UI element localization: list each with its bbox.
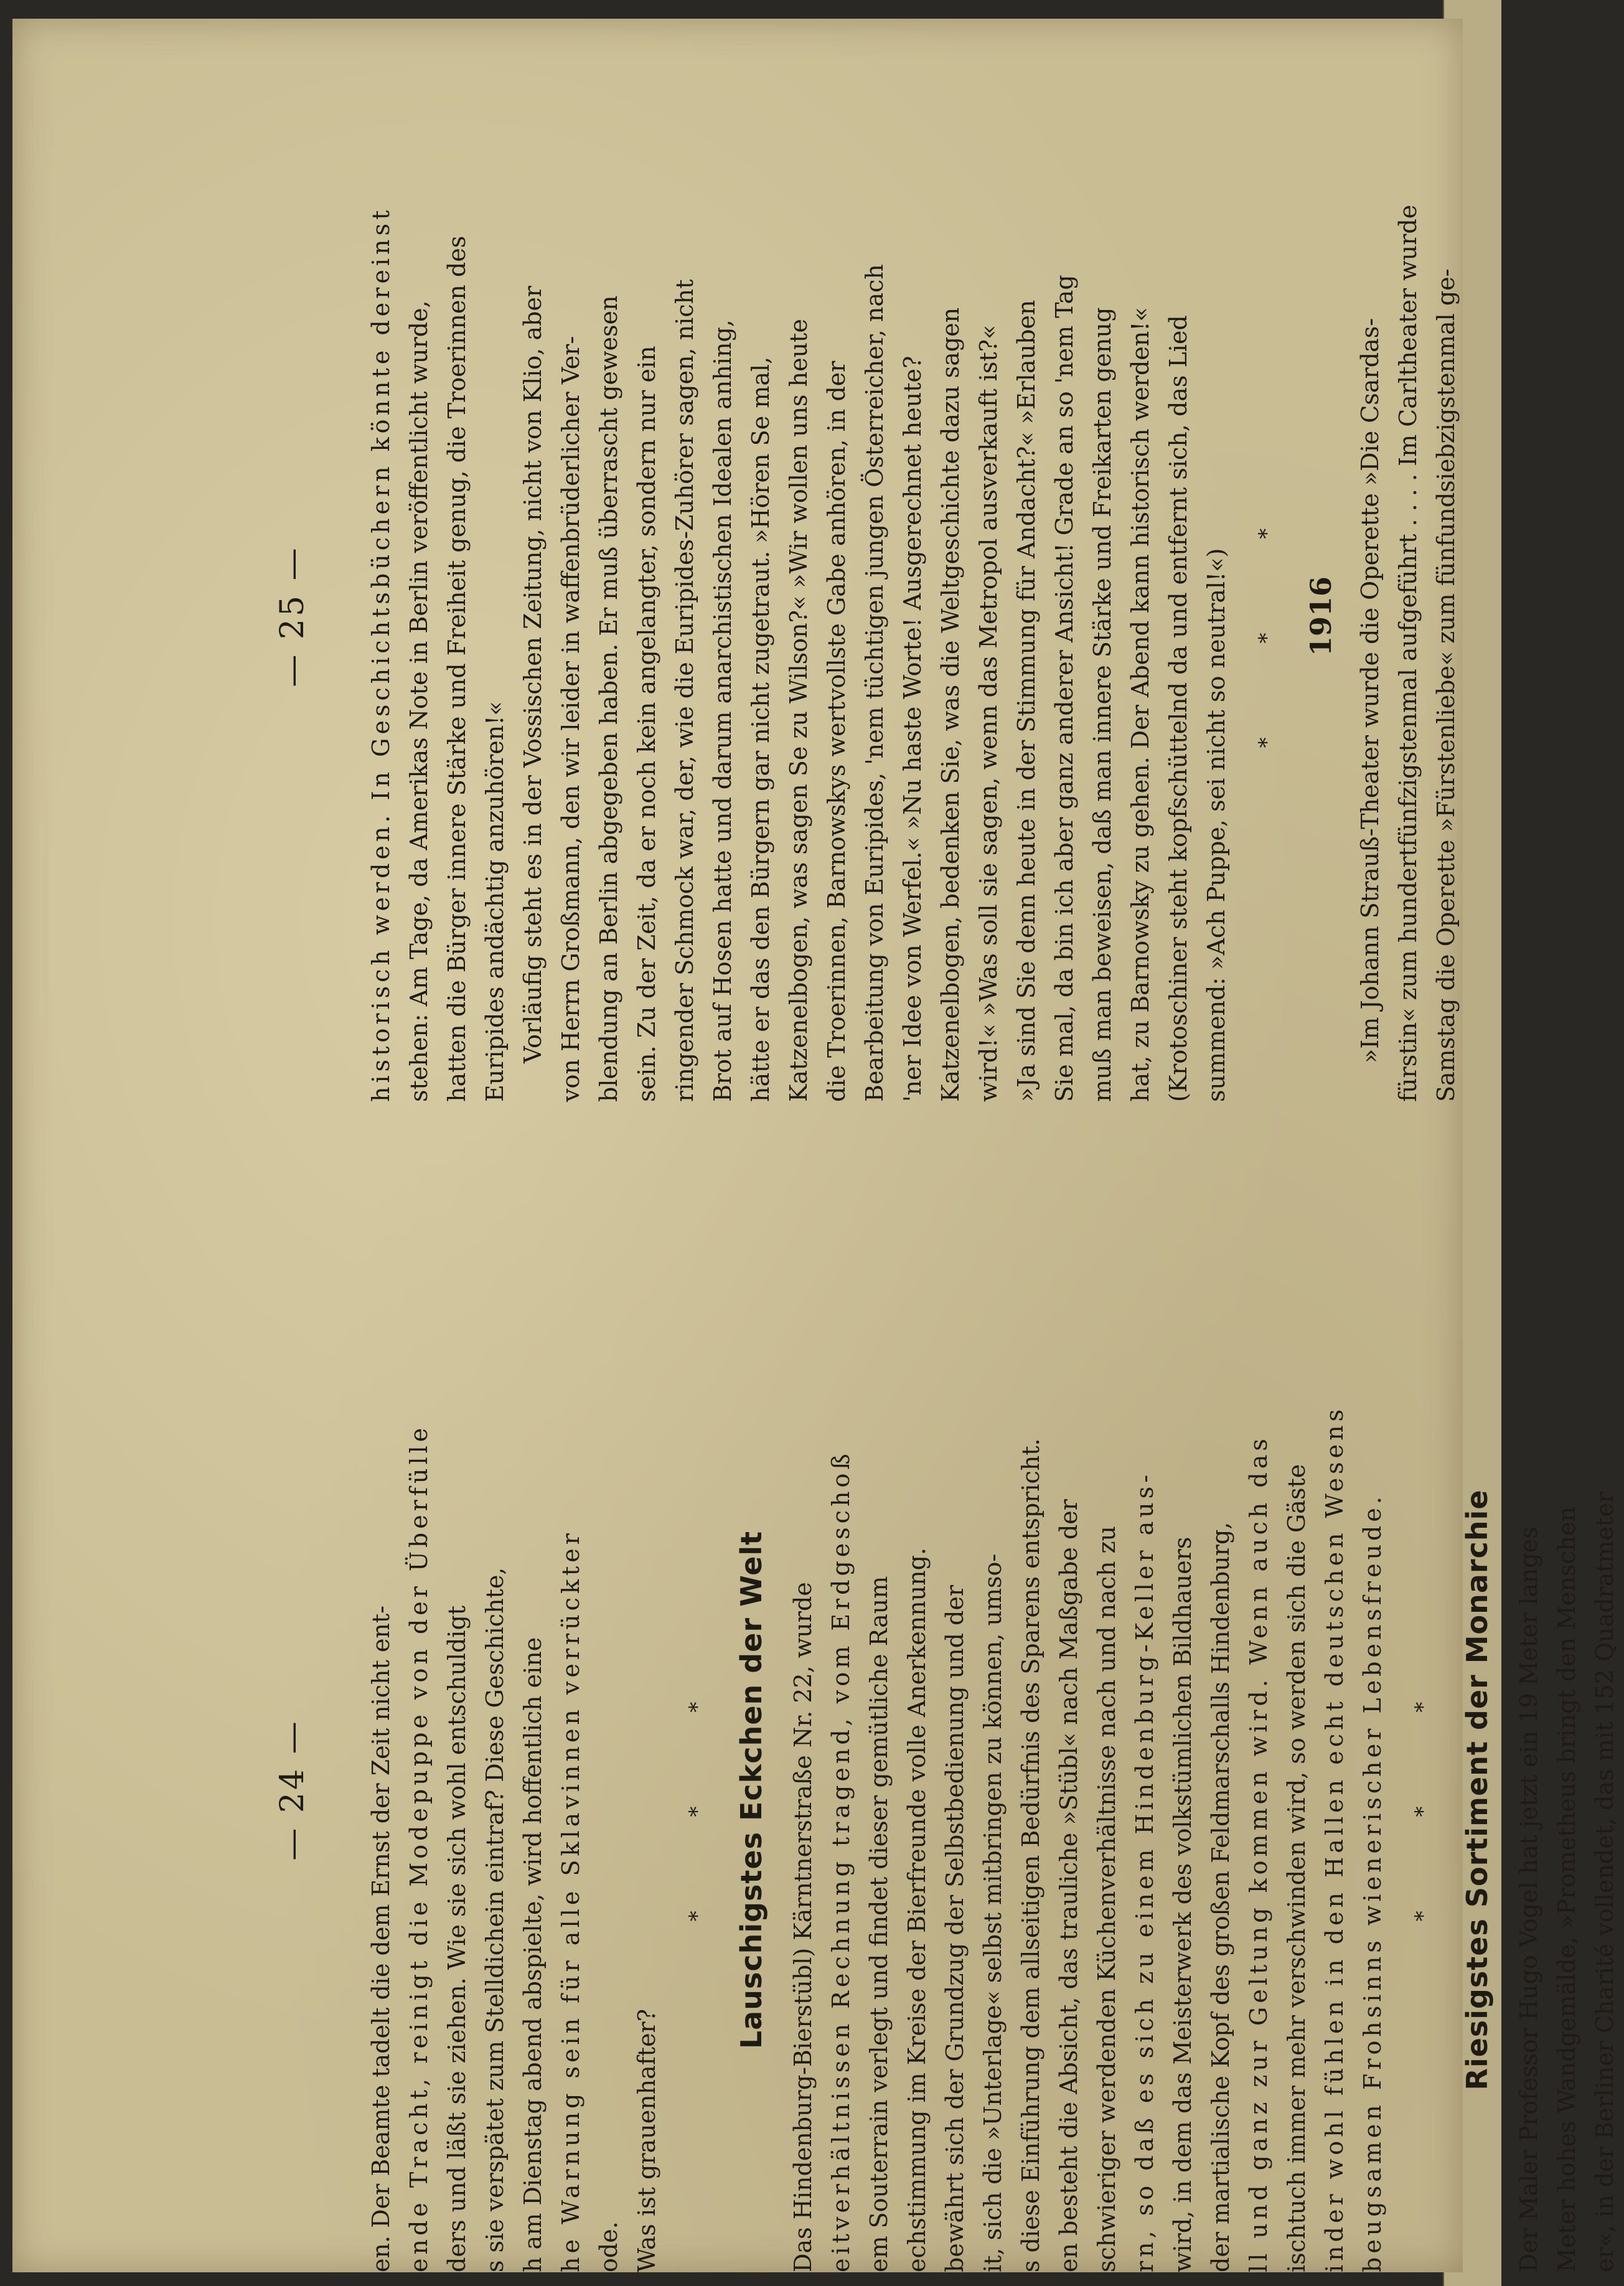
- text-line: Was ist grauenhafter?: [633, 2008, 660, 2272]
- text-line: Das Hindenburg-Bierstübl) Kärntnerstraße Nr. 22, wurde: [789, 1582, 817, 2272]
- rotated-spread: [12, 19, 1618, 2272]
- text-line: en. Der Beamte tadelt die dem Ernst der Zeit nicht ent-: [367, 1606, 395, 2272]
- page-number: — 25 —: [274, 545, 311, 687]
- text-line: rn, so daß es sich zu einem Hindenburg-Keller aus-: [1131, 1470, 1158, 2272]
- text-line: hatten die Bürger innere Stärke und Freiheit genug, die Troerinnen des: [443, 235, 471, 1102]
- text-line: Bearbeitung von Euripides, 'nem tüchtigen jungen Österreicher, nach: [861, 264, 888, 1102]
- text-line: summend: »Ach Puppe, sei nicht so neutral!«): [1203, 548, 1230, 1102]
- text-line: ringender Schmock war, der, wie die Euripides-Zuhörer sagen, nicht: [671, 279, 698, 1102]
- text-line: s diese Einführung dem allseitigen Bedürfnis des Sparens entspricht.: [1017, 1438, 1044, 2272]
- text-line: Brot auf Hosen hatte und darum anarchistischen Idealen anhing,: [709, 319, 736, 1102]
- text-line: wird!« »Was soll sie sagen, wenn das Metropol ausverkauft ist?«: [975, 324, 1002, 1102]
- text-line: beugsamen Frohsinns wienerischer Lebensfreude.: [1359, 1493, 1386, 2272]
- page-24: [274, 1307, 1618, 2272]
- text-line: h am Dienstag abend abspielte, wird hoffentlich eine: [519, 1637, 547, 2272]
- text-line: em Souterrain verlegt und findet dieser gemütliche Raum: [865, 1576, 893, 2272]
- section-divider: * * *: [685, 1658, 710, 1922]
- text-line: he Warnung sein für alle Sklavinnen verrückter: [557, 1530, 584, 2272]
- text-line: wird, in dem das Meisterwerk des volkstümlichen Bildhauers: [1169, 1536, 1196, 2272]
- text-line: Sie mal, da bin ich aber ganz anderer Ansicht! Grade an so 'nem Tag: [1051, 275, 1078, 1102]
- text-line: Meter hohes Wandgemälde, »Prometheus bringt den Menschen: [1553, 1506, 1580, 2272]
- text-line: echstimmung im Kreise der Bierfreunde volle Anerkennung.: [903, 1547, 931, 2272]
- text-line: en besteht die Absicht, das trauliche »Stübl« nach Maßgabe der: [1055, 1499, 1082, 2272]
- text-line: (Krotoschiner steht kopfschüttelnd da und entfernt sich, das Lied: [1165, 315, 1192, 1102]
- text-line: inder wohl fühlen in den Hallen echt deutschen Wesens: [1321, 1405, 1348, 2272]
- text-line: fürstin« zum hundertfünfzigstenmal aufgeführt . . . . Im Carltheater wurde: [1394, 204, 1422, 1102]
- section-heading: Riesigstes Sortiment der Monarchie: [1460, 1489, 1494, 2091]
- text-line: sein. Zu der Zeit, da er noch kein angelangter, sondern nur ein: [633, 346, 660, 1102]
- text-line: von Herrn Großmann, den wir leider in waffenbrüderlicher Ver-: [557, 336, 584, 1102]
- text-line: Der Maler Professor Hugo Vogel hat jetzt ein 19 Meter langes: [1515, 1526, 1542, 2272]
- text-line: blendung an Berlin abgegeben haben. Er muß überrascht gewesen: [595, 295, 622, 1102]
- section-heading: Lauschigstes Eckchen der Welt: [735, 1530, 768, 2049]
- year-heading: 1916: [1304, 576, 1338, 657]
- text-line: Euripides andächtig anzuhören!«: [481, 701, 509, 1102]
- section-divider: * * *: [1410, 1658, 1435, 1922]
- text-line: der martialische Kopf des großen Feldmarschalls Hindenburg,: [1207, 1522, 1234, 2272]
- text-line: s sie verspätet zum Stelldichein eintraf? Diese Geschichte,: [481, 1567, 509, 2272]
- text-line: Katzenelbogen, was sagen Se zu Wilson?« »Wir wollen uns heute: [785, 319, 812, 1102]
- text-line: 'ner Idee von Werfel.« »Nu haste Worte! Ausgerechnet heute?: [899, 355, 926, 1102]
- text-line: muß man beweisen, daß man innere Stärke und Freikarten genug: [1089, 307, 1116, 1102]
- text-line: ll und ganz zur Geltung kommen wird. Wenn auch das: [1245, 1435, 1272, 2272]
- page-25: [274, 131, 1460, 1102]
- text-line: schwieriger werdenden Küchenverhältnisse nach und nach zu: [1093, 1525, 1120, 2272]
- text-line: er«, in der Berliner Charité vollendet, das mit 152 Quadratmeter: [1591, 1492, 1618, 2272]
- text-line: it, sich die »Unterlage« selbst mitbringen zu können, umso-: [979, 1553, 1007, 2272]
- text-line: eitverhältnissen Rechnung tragend, vom Erdgeschoß: [827, 1450, 855, 2272]
- text-line: historisch werden. In Geschichtsbüchern könnte dereinst: [367, 206, 395, 1102]
- text-line: »Ja sind Sie denn heute in der Stimmung für Andacht?« »Erlauben: [1013, 299, 1040, 1102]
- text-line: ders und läßt sie ziehen. Wie sie sich wohl entschuldigt: [443, 1605, 471, 2272]
- text-line: Samstag die Operette »Fürstenliebe« zum fünfundsiebzigstenmal ge-: [1432, 268, 1460, 1102]
- text-line: die Troerinnen, Barnowskys wertvollste Gabe anhören, in der: [823, 360, 850, 1102]
- text-line: Vorläufig steht es in der Vossischen Zeitung, nicht von Klio, aber: [519, 286, 547, 1063]
- text-line: bewährt sich der Grundzug der Selbstbedienung und der: [941, 1585, 969, 2272]
- scanned-page: [12, 19, 1618, 2272]
- text-line: stehen: Am Tage, da Amerikas Note in Berlin veröffentlicht wurde,: [405, 300, 433, 1102]
- page-number: — 24 —: [274, 1719, 311, 1861]
- text-line: ischtuch immer mehr verschwinden wird, so werden sich die Gäste: [1283, 1464, 1310, 2272]
- section-divider: * * *: [1254, 484, 1279, 748]
- text-line: Katzenelbogen, bedenken Sie, was die Weltgeschichte dazu sagen: [937, 307, 964, 1102]
- text-line: hat, zu Barnowsky zu gehen. Der Abend kann historisch werden!«: [1127, 307, 1154, 1102]
- text-line: »Im Johann Strauß-Theater wurde die Operette »Die Csardas-: [1356, 318, 1384, 1063]
- text-line: ende Tracht, reinigt die Modepuppe von der Überfülle: [405, 1424, 433, 2272]
- text-line: ode.: [595, 2221, 622, 2272]
- text-line: hätte er das den Bürgern gar nicht zugetraut. »Hören Se mal,: [747, 356, 774, 1102]
